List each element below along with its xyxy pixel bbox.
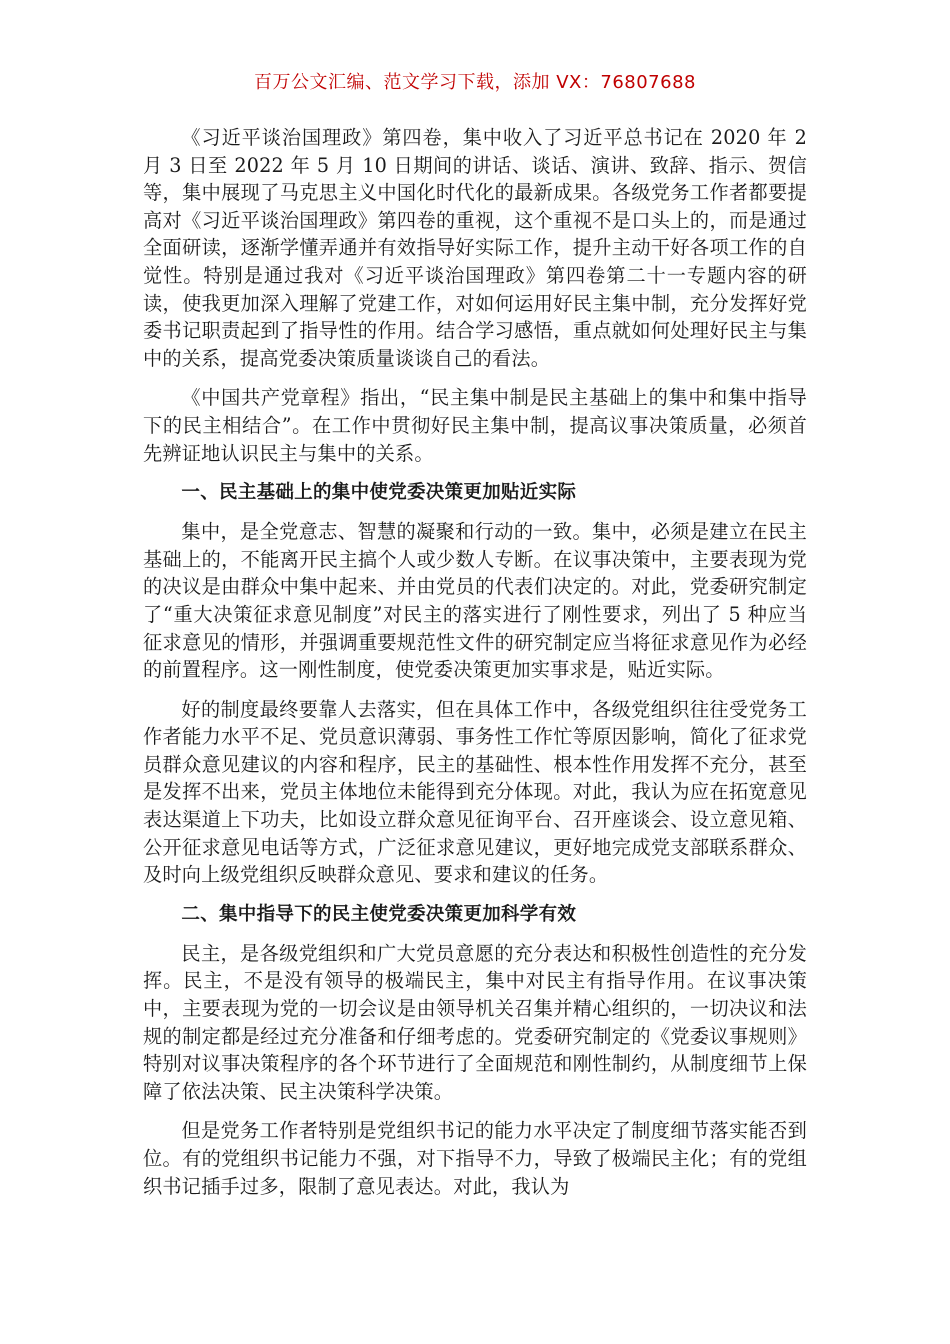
paragraph-party-constitution: 《中国共产党章程》指出，“民主集中制是民主基础上的集中和集中指导下的民主相结合”。在工作中贯彻好民主集中制，提高议事决策质量，必须首先辨证地认识民主与集中的关系。: [143, 386, 807, 465]
document-body: [143, 124, 807, 1212]
paragraph-centralism: 集中，是全党意志、智慧的凝聚和行动的一致。集中，必须是建立在民主基础上的，不能离开民主搞个人或少数人专断。在议事决策中，主要表现为党的决议是由群众中集中起来、并由党员的代表们决定的。对此，党委研究制定了“重大决策征求意见制度”对民主的落实进行了刚性要求，列出了 5 种应当征求意见的情形，并强调重要规范性文件的研究制定应当将征求意见作为必经的前置程序。这一刚性制度，使党委决策更加实事求是，贴近实际。: [143, 520, 807, 682]
paragraph-implementation: 好的制度最终要靠人去落实，但在具体工作中，各级党组织往往受党务工作者能力水平不足、党员意识薄弱、事务性工作忙等原因影响，简化了征求党员群众意见建议的内容和程序，民主的基础性、根本性作用发挥不充分，甚至是发挥不出来，党员主体地位未能得到充分体现。对此，我认为应在拓宽意见表达渠道上下功夫，比如设立群众意见征询平台、召开座谈会、设立意见箱、公开征求意见电话等方式，广泛征求意见建议，更好地完成党支部联系群众、及时向上级党组织反映群众意见、要求和建议的任务。: [143, 697, 807, 887]
paragraph-intro: 《习近平谈治国理政》第四卷，集中收入了习近平总书记在 2020 年 2 月 3 日至 2022 年 5 月 10 日期间的讲话、谈话、演讲、致辞、指示、贺信等，集中展现了马克思主义中国化时代化的最新成果。各级党务工作者都要提高对《习近平谈治国理政》第四卷的重视，这个重视不是口头上的，而是通过全面研读，逐渐学懂弄通并有效指导好实际工作，提升主动干好各项工作的自觉性。特别是通过我对《习近平谈治国理政》第四卷第二十一专题内容的研读，使我更加深入理解了党建工作，对如何运用好民主集中制，充分发挥好党委书记职责起到了指导性的作用。结合学习感悟，重点就如何处理好民主与集中的关系，提高党委决策质量谈谈自己的看法。: [143, 126, 807, 370]
paragraph-democracy: 民主，是各级党组织和广大党员意愿的充分表达和积极性创造性的充分发挥。民主，不是没有领导的极端民主，集中对民主有指导作用。在议事决策中，主要表现为党的一切会议是由领导机关召集并精心组织的，一切决议和法规的制定都是经过充分准备和仔细考虑的。党委研究制定的《党委议事规则》特别对议事决策程序的各个环节进行了全面规范和刚性制约，从制度细节上保障了依法决策、民主决策科学决策。: [143, 941, 807, 1103]
paragraph-secretary-ability: 但是党务工作者特别是党组织书记的能力水平决定了制度细节落实能否到位。有的党组织书记能力不强，对下指导不力，导致了极端民主化；有的党组织书记插手过多，限制了意见表达。对此，我认为: [143, 1119, 807, 1198]
section-heading-1: 一、民主基础上的集中使党委决策更加贴近实际: [181, 482, 577, 504]
header-promo-note: 百万公文汇编、范文学习下载，添加 VX：76807688: [254, 72, 696, 93]
section-heading-2: 二、集中指导下的民主使党委决策更加科学有效: [181, 903, 577, 925]
